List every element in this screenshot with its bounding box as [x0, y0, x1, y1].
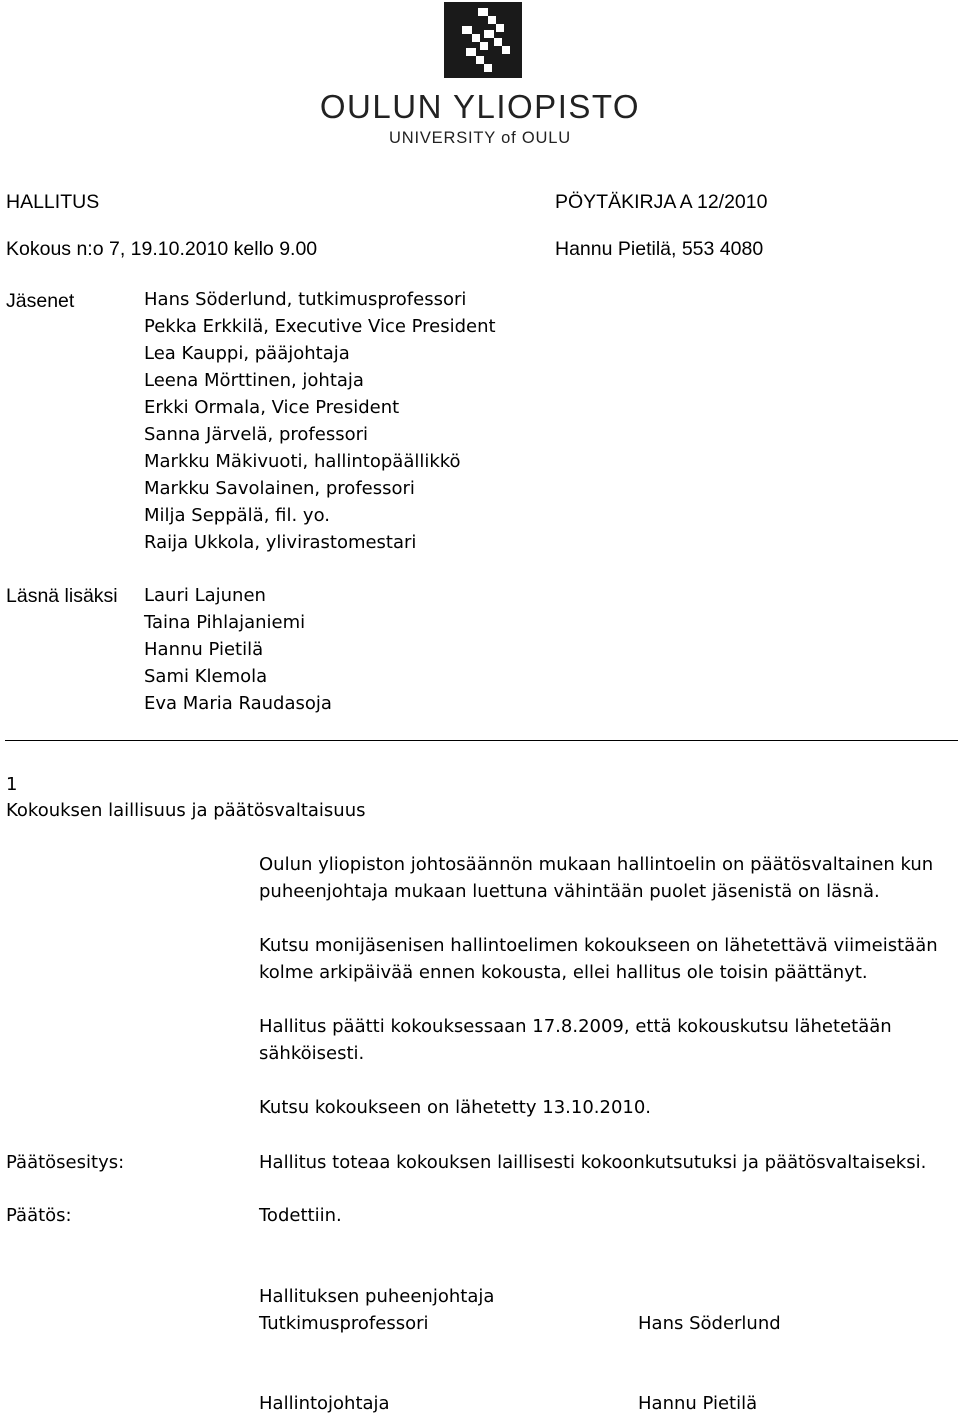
list-item: Taina Pihlajaniemi: [144, 612, 306, 633]
list-item: Leena Mörttinen, johtaja: [144, 370, 364, 391]
list-item: Pekka Erkkilä, Executive Vice President: [144, 316, 496, 337]
paragraph: Oulun yliopiston johtosäännön mukaan hallintoelin on päätösvaltainen kun puheenjohtaja mukaan luettuna vähintään puolet jäsenistä on läsnä.: [259, 854, 934, 902]
decision-text: Todettiin.: [259, 1205, 342, 1226]
logo-wordmark: OULUN YLIOPISTO: [319, 88, 641, 125]
section-number: 1: [6, 774, 18, 795]
list-item: Lea Kauppi, pääjohtaja: [144, 343, 350, 364]
list-item: Erkki Ormala, Vice President: [144, 397, 400, 418]
paragraph: Kutsu monijäsenisen hallintoelimen kokoukseen on lähetettävä viimeistään kolme arkipäivää ennen kokousta, ellei hallitus ole toisin päättänyt.: [259, 935, 938, 983]
list-item: Markku Savolainen, professori: [144, 478, 415, 499]
section-title: Kokouksen laillisuus ja päätösvaltaisuus: [6, 800, 366, 821]
proposal-label: Päätösesitys:: [6, 1152, 125, 1173]
paragraph: Hallitus päätti kokouksessaan 17.8.2009, että kokouskutsu lähetetään sähköisesti.: [259, 1016, 892, 1064]
list-item: Lauri Lajunen: [144, 585, 266, 606]
attendees-list: [144, 582, 332, 717]
decision-label: Päätös:: [6, 1205, 72, 1226]
document-id: PÖYTÄKIRJA A 12/2010: [555, 191, 768, 213]
logo-subtitle: UNIVERSITY of OULU: [389, 129, 571, 147]
list-item: Eva Maria Raudasoja: [144, 693, 332, 714]
proposal-text: Hallitus toteaa kokouksen laillisesti kokoonkutsutuksi ja päätösvaltaiseksi.: [259, 1152, 927, 1173]
members-list: [144, 286, 496, 556]
contact-info: Hannu Pietilä, 553 4080: [555, 238, 764, 260]
attendees-label: Läsnä lisäksi: [6, 585, 118, 607]
list-item: Hans Söderlund, tutkimusprofessori: [144, 289, 467, 310]
list-item: Sanna Järvelä, professori: [144, 424, 368, 445]
section-divider: [5, 740, 958, 741]
members-label: Jäsenet: [6, 290, 75, 312]
list-item: Hannu Pietilä: [144, 639, 264, 660]
organization-name: HALLITUS: [6, 191, 100, 213]
admin-title: Hallintojohtaja: [259, 1393, 390, 1414]
chair-role: Tutkimusprofessori: [259, 1313, 429, 1334]
chair-title: Hallituksen puheenjohtaja: [259, 1286, 495, 1307]
list-item: Markku Mäkivuoti, hallintopäällikkö: [144, 451, 461, 472]
paragraph: Kutsu kokoukseen on lähetetty 13.10.2010.: [259, 1097, 652, 1118]
admin-name: Hannu Pietilä: [638, 1393, 758, 1414]
list-item: Milja Seppälä, fil. yo.: [144, 505, 330, 526]
chair-name: Hans Söderlund: [638, 1313, 781, 1334]
list-item: Sami Klemola: [144, 666, 268, 687]
list-item: Raija Ukkola, ylivirastomestari: [144, 532, 417, 553]
university-logo: [0, 0, 960, 160]
university-emblem-icon: [444, 2, 522, 78]
meeting-info: Kokous n:o 7, 19.10.2010 kello 9.00: [6, 238, 318, 260]
